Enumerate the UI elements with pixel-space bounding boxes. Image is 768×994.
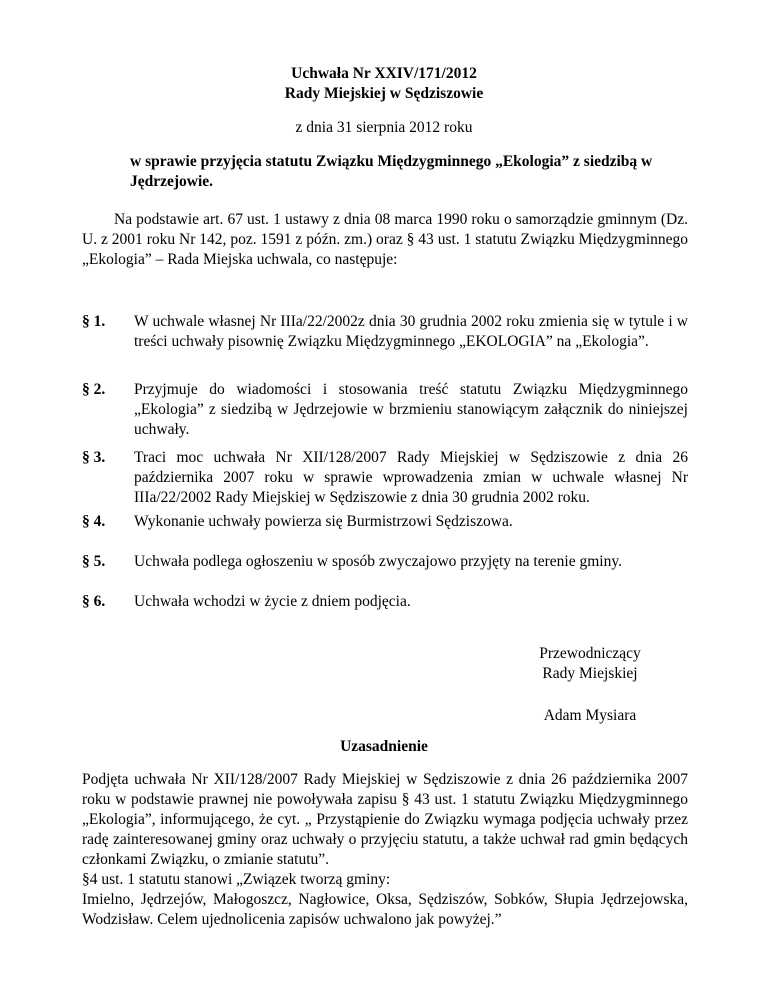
resolution-subject: w sprawie przyjęcia statutu Związku Międzygminnego „Ekologia” z siedzibą w Jędrzejowie. (130, 153, 653, 190)
signature-role-line2: Rady Miejskiej (542, 665, 638, 682)
paragraph-number: § 3. (82, 449, 106, 466)
paragraph-text: W uchwale własnej Nr IIIa/22/2002z dnia 30 grudnia 2002 roku zmienia się w tytule i w treści uchwały pisownię Związku Międzygminnego „EKOLOGIA” na „Ekologia”. (134, 313, 688, 350)
paragraph-text: Traci moc uchwała Nr XII/128/2007 Rady Miejskiej w Sędziszowie z dnia 26 października 2007 roku w sprawie wprowadzenia zmian w uchwale własnej Nr IIIa/22/2002 Rady Miejskiej w Sędziszowie z dnia 30 grudnia 2002 roku. (134, 449, 688, 506)
paragraph-text: Przyjmuje do wiadomości i stosowania treść statutu Związku Międzygminnego „Ekologia” z siedzibą w Jędrzejowie w brzmieniu stanowiącym załącznik do niniejszej uchwały. (134, 381, 688, 438)
justification-body (82, 770, 688, 930)
paragraph-text: Uchwała podlega ogłoszeniu w sposób zwyczajowo przyjęty na terenie gminy. (134, 553, 622, 570)
resolution-date: z dnia 31 sierpnia 2012 roku (295, 119, 473, 136)
resolution-number: Uchwała Nr XXIV/171/2012 (291, 65, 477, 82)
paragraph-text: Uchwała wchodzi w życie z dniem podjęcia. (134, 593, 411, 610)
paragraph-number: § 6. (82, 593, 106, 610)
justification-statute-quote: §4 ust. 1 statutu stanowi „Związek tworzą gminy: (82, 871, 391, 888)
council-name: Rady Miejskiej w Sędziszowie (284, 85, 484, 102)
justification-heading: Uzasadnienie (340, 738, 428, 755)
paragraph-3 (82, 448, 688, 508)
paragraph-text: Wykonanie uchwały powierza się Burmistrzowi Sędziszowa. (134, 513, 513, 530)
paragraph-number: § 1. (82, 313, 106, 330)
paragraph-number: § 5. (82, 553, 106, 570)
justification-text: Podjęta uchwała Nr XII/128/2007 Rady Miejskiej w Sędziszowie z dnia 26 października 2007 roku w podstawie prawnej nie powoływała zapisu § 43 ust. 1 statutu Związku Międzygminnego „Ekologia”, informującego, że cyt. „ Przystąpienie do Związku wymaga podjęcia uchwały przez radę zainteresowanej gminy oraz uchwały o przyjęciu statutu, a także uchwał rad gmin będących członkami Związku, o zmianie statutu”. (82, 771, 688, 868)
paragraph-number: § 2. (82, 381, 106, 398)
paragraph-4 (82, 512, 688, 532)
signature-role-line1: Przewodniczący (539, 645, 641, 662)
paragraph-1 (82, 312, 688, 352)
legal-basis-intro: Na podstawie art. 67 ust. 1 ustawy z dnia 08 marca 1990 roku o samorządzie gminnym (Dz. U. z 2001 roku Nr 142, poz. 1591 z późn. zm.) oraz § 43 ust. 1 statutu Związku Międzygminnego „Ekologia” – Rada Miejska uchwala, co następuje: (82, 211, 688, 268)
justification-member-gminas: Imielno, Jędrzejów, Małogoszcz, Nagłowice, Oksa, Sędziszów, Sobków, Słupia Jędrzejowska, Wodzisław. Celem ujednolicenia zapisów uchwalono jak powyżej.” (82, 891, 688, 928)
paragraph-number: § 4. (82, 513, 106, 530)
paragraph-6 (82, 592, 688, 612)
paragraph-5 (82, 552, 688, 572)
signature-name: Adam Mysiara (543, 707, 637, 724)
paragraph-2 (82, 380, 688, 440)
